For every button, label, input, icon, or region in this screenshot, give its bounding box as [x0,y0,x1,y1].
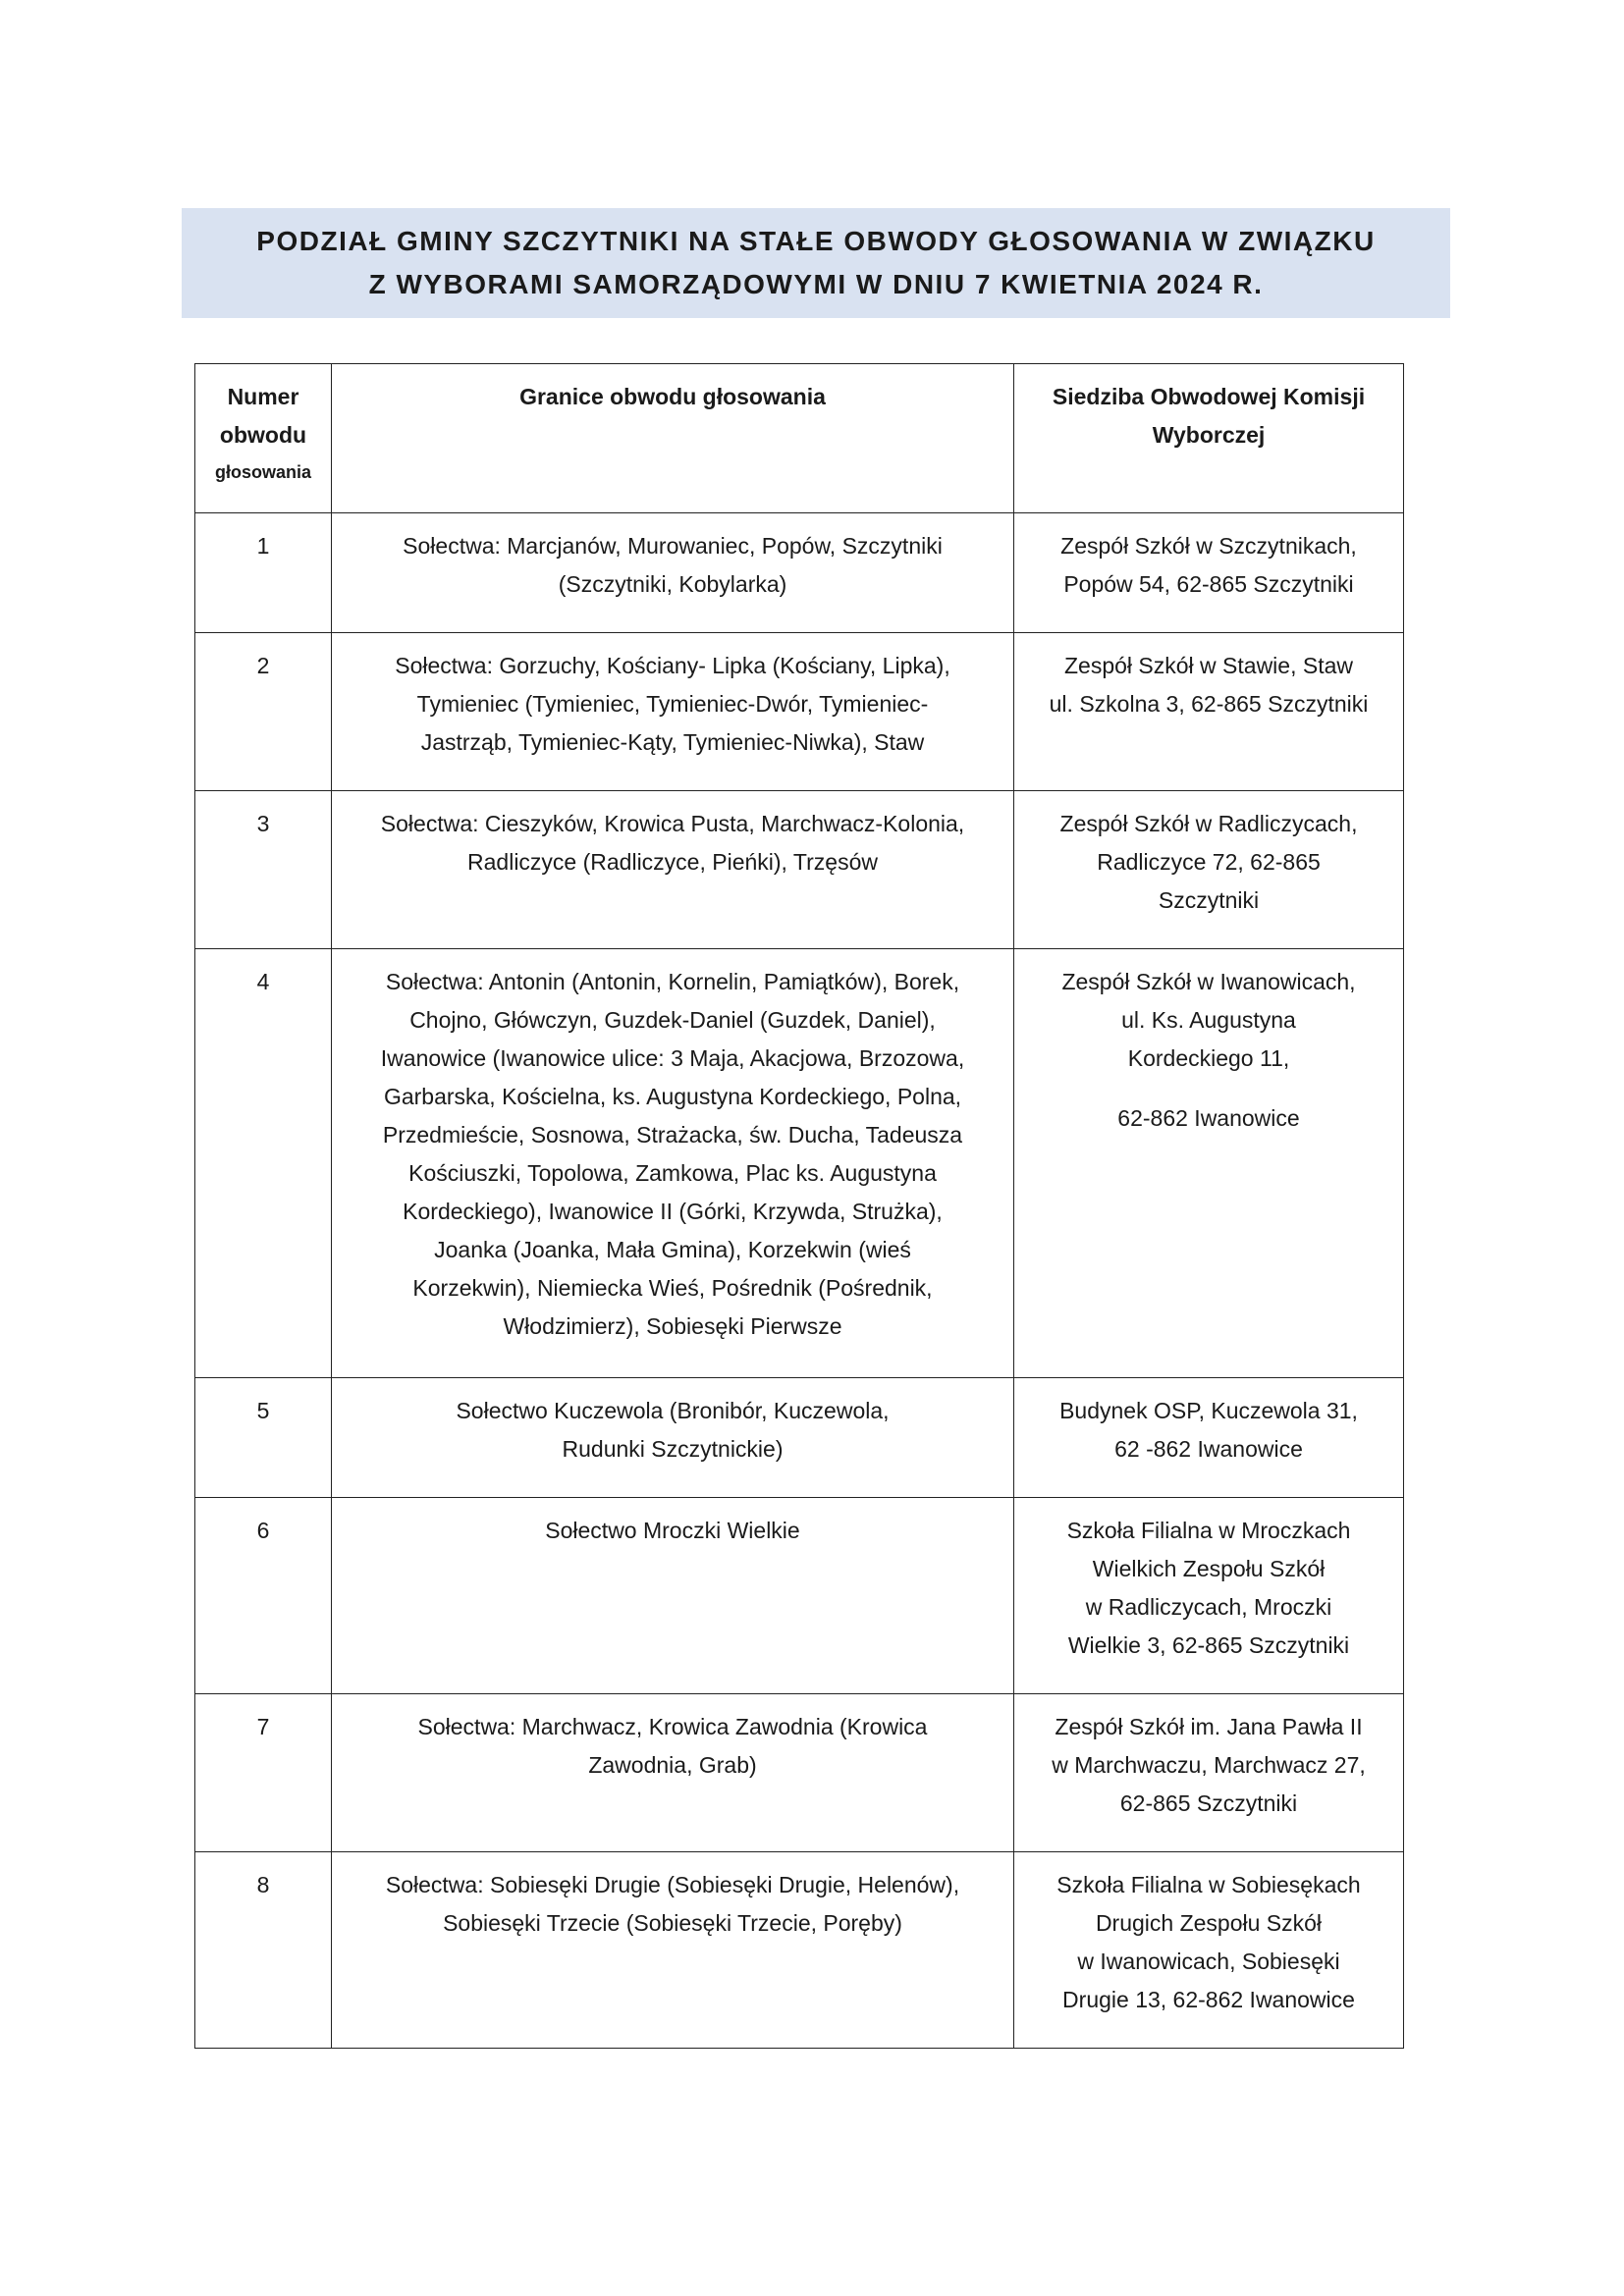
bounds-line: Jastrząb, Tymieniec-Kąty, Tymieniec-Niwka), Staw [420,729,925,755]
seat-line: Wielkich Zespołu Szkół [1092,1556,1326,1581]
cell-district-number: 5 [195,1378,332,1498]
title-line-2: Z WYBORAMI SAMORZĄDOWYMI W DNIU 7 KWIETNIA 2024 R. [368,269,1264,299]
cell-commission-seat [1014,791,1404,949]
table-row [195,633,1404,791]
seat-line: w Iwanowicach, Sobiesęki [1077,1949,1340,1974]
cell-commission-seat [1014,1498,1404,1694]
bounds-line: Sołectwa: Gorzuchy, Kościany- Lipka (Kościany, Lipka), [395,653,950,678]
bounds-line: Sołectwo Kuczewola (Bronibór, Kuczewola, [456,1398,890,1423]
cell-district-number: 2 [195,633,332,791]
cell-commission-seat [1014,949,1404,1378]
seat-line: w Marchwaczu, Marchwacz 27, [1052,1752,1366,1778]
cell-commission-seat [1014,1852,1404,2049]
header-number-line: Numer [227,384,299,409]
table-row [195,791,1404,949]
bounds-line: Sołectwa: Marchwacz, Krowica Zawodnia (Krowica [417,1714,928,1739]
bounds-line: Garbarska, Kościelna, ks. Augustyna Kordeckiego, Polna, [383,1084,962,1109]
cell-district-number: 3 [195,791,332,949]
seat-line: ul. Szkolna 3, 62-865 Szczytniki [1049,691,1369,717]
cell-district-number: 1 [195,513,332,633]
cell-district-bounds [332,1378,1014,1498]
seat-line: Wielkie 3, 62-865 Szczytniki [1067,1632,1350,1658]
bounds-line: Sołectwo Mroczki Wielkie [545,1518,800,1543]
seat-line: Zespół Szkół w Radliczycach, [1059,811,1358,836]
table-row [195,949,1404,1378]
seat-line: Szczytniki [1158,887,1260,913]
cell-district-bounds [332,1498,1014,1694]
header-district-number [195,364,332,513]
bounds-line: Sołectwa: Sobiesęki Drugie (Sobiesęki Drugie, Helenów), [385,1872,960,1897]
table-row [195,513,1404,633]
cell-district-bounds [332,1852,1014,2049]
table-row [195,1694,1404,1852]
bounds-line: Sołectwa: Antonin (Antonin, Kornelin, Pamiątków), Borek, [385,969,960,994]
header-bounds-label: Granice obwodu głosowania [519,384,826,409]
bounds-line: Przedmieście, Sosnowa, Strażacka, św. Ducha, Tadeusza [382,1122,963,1148]
seat-line: Popów 54, 62-865 Szczytniki [1063,571,1354,597]
bounds-line: Tymieniec (Tymieniec, Tymieniec-Dwór, Tymieniec- [416,691,929,717]
cell-district-bounds [332,513,1014,633]
cell-commission-seat [1014,633,1404,791]
cell-district-bounds [332,633,1014,791]
cell-district-number: 7 [195,1694,332,1852]
seat-line: 62-865 Szczytniki [1119,1790,1298,1816]
bounds-line: Rudunki Szczytnickie) [562,1436,784,1462]
bounds-line: Sołectwa: Marcjanów, Murowaniec, Popów, Szczytniki [403,533,943,559]
seat-line: 62 -862 Iwanowice [1114,1436,1303,1462]
cell-commission-seat [1014,513,1404,633]
seat-line: Kordeckiego 11, [1127,1045,1290,1071]
header-number-line: obwodu [219,422,307,448]
cell-commission-seat [1014,1378,1404,1498]
seat-line: 62-862 Iwanowice [1117,1105,1300,1131]
seat-line: Szkoła Filialna w Sobiesękach [1056,1872,1361,1897]
seat-line: ul. Ks. Augustyna [1121,1007,1296,1033]
bounds-line: Iwanowice (Iwanowice ulice: 3 Maja, Akacjowa, Brzozowa, [380,1045,965,1071]
table-row [195,1852,1404,2049]
voting-districts-table [194,363,1404,2049]
header-commission-seat [1014,364,1404,513]
seat-line: Szkoła Filialna w Mroczkach [1066,1518,1351,1543]
seat-line: Budynek OSP, Kuczewola 31, [1059,1398,1358,1423]
seat-line: Drugie 13, 62-862 Iwanowice [1062,1987,1355,2012]
seat-line: w Radliczycach, Mroczki [1085,1594,1332,1620]
bounds-line: Sobiesęki Trzecie (Sobiesęki Trzecie, Poręby) [443,1910,902,1936]
bounds-line: Korzekwin), Niemiecka Wieś, Pośrednik (Pośrednik, [412,1275,933,1301]
title-line-1: PODZIAŁ GMINY SZCZYTNIKI NA STAŁE OBWODY GŁOSOWANIA W ZWIĄZKU [256,226,1376,256]
cell-district-bounds [332,791,1014,949]
cell-district-number: 8 [195,1852,332,2049]
seat-line: Zespół Szkół w Iwanowicach, [1061,969,1356,994]
header-district-bounds [332,364,1014,513]
cell-commission-seat [1014,1694,1404,1852]
header-seat-line: Siedziba Obwodowej Komisji [1052,384,1366,409]
bounds-line: (Szczytniki, Kobylarka) [558,571,787,597]
seat-line: Radliczyce 72, 62-865 [1097,849,1321,875]
seat-line: Drugich Zespołu Szkół [1095,1910,1323,1936]
document-title [182,208,1450,318]
header-seat-line: Wyborczej [1152,422,1266,448]
bounds-line: Kordeckiego), Iwanowice II (Górki, Krzywda, Strużka), [403,1199,943,1224]
cell-district-number: 4 [195,949,332,1378]
bounds-line: Joanka (Joanka, Mała Gmina), Korzekwin (wieś [434,1237,911,1262]
cell-district-bounds [332,949,1014,1378]
seat-line: Zespół Szkół im. Jana Pawła II [1055,1714,1363,1739]
table-row [195,1498,1404,1694]
seat-line: Zespół Szkół w Szczytnikach, [1060,533,1357,559]
bounds-line: Sołectwa: Cieszyków, Krowica Pusta, Marchwacz-Kolonia, [380,811,965,836]
cell-district-number: 6 [195,1498,332,1694]
bounds-line: Włodzimierz), Sobiesęki Pierwsze [503,1313,842,1339]
bounds-line: Chojno, Główczyn, Guzdek-Daniel (Guzdek, Daniel), [409,1007,936,1033]
bounds-line: Kościuszki, Topolowa, Zamkowa, Plac ks. Augustyna [408,1160,937,1186]
cell-district-bounds [332,1694,1014,1852]
bounds-line: Zawodnia, Grab) [588,1752,757,1778]
header-number-line: głosowania [214,462,311,482]
table-header-row [195,364,1404,513]
bounds-line: Radliczyce (Radliczyce, Pieńki), Trzęsów [467,849,878,875]
seat-line: Zespół Szkół w Stawie, Staw [1063,653,1353,678]
table-row [195,1378,1404,1498]
